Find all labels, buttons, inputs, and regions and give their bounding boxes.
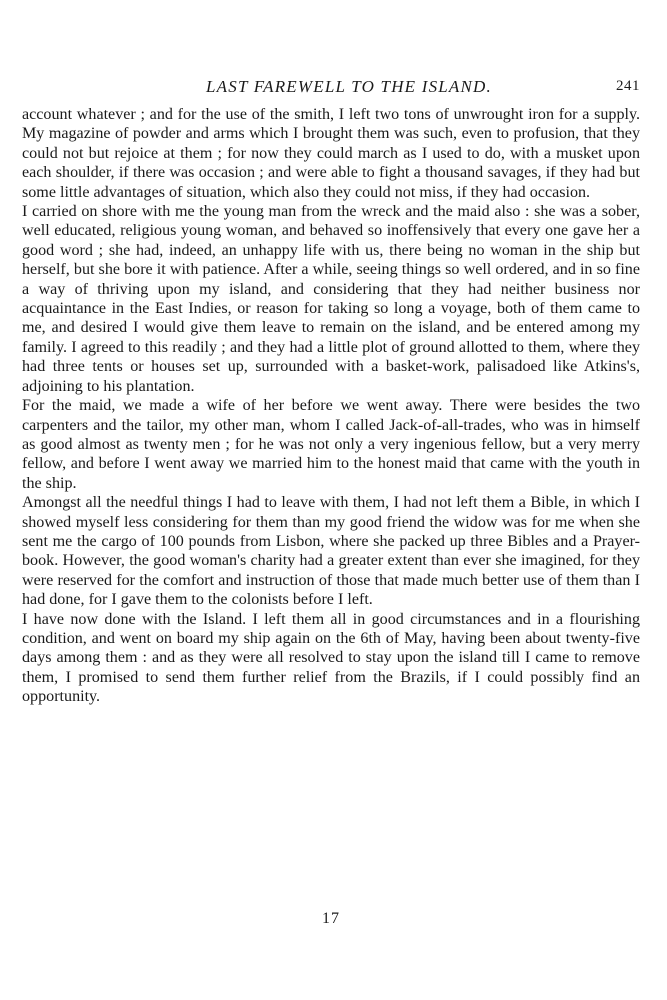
paragraph: For the maid, we made a wife of her before we went away. There were besides the two carpenters and the tailor, my other man, whom I called Jack-of-all-trades, who was in himself as good almost as twenty men ; for he was not only a very ingenious fellow, but a very merry fellow, and before I went away we married him to the honest maid that came with the youth in the ship. [22, 397, 640, 492]
paragraph: account whatever ; and for the use of the smith, I left two tons of unwrought iron for a supply. My magazine of powder and arms which I brought them was such, even to profusion, that they could not but rejoice at them ; for now they could march as I used to do, with a musket upon each shoulder, if there was occasion ; and were able to fight a thousand savages, if they had but some little advantages of situation, which also they could not miss, if they had occasion. [22, 106, 640, 201]
signature-mark: 17 [322, 910, 340, 927]
book-page [22, 0, 640, 1000]
paragraph: I carried on shore with me the young man from the wreck and the maid also : she was a sober, well educated, religious young woman, and behaved so inoffensively that every one gave her a good word ; she had, indeed, an unhappy life with us, there being no woman in the ship but herself, but she bore it with patience. After a while, seeing things so well ordered, and in so fine a way of thriving upon my island, and considering that they had neither business nor acquaintance in the East Indies, or reason for taking so long a voyage, both of them came to me, and desired I would give them leave to remain on the island, and be entered among my family. I agreed to this readily ; and they had a little plot of ground allotted to them, where they had three tents or houses set up, surrounded with a basket-work, palisadoed like Atkins's, adjoining to his plantation. [22, 203, 640, 395]
page-number: 241 [616, 78, 640, 94]
running-title: LAST FAREWELL TO THE ISLAND. [206, 77, 492, 96]
body-text [22, 105, 640, 707]
paragraph: Amongst all the needful things I had to leave with them, I had not left them a Bible, in which I showed myself less considering for them than my good friend the widow was for me when she sent me the cargo of 100 pounds from Lisbon, where she packed up three Bibles and a Prayer-book. However, the good woman's charity had a greater extent than ever she imagined, for they were reserved for the comfort and instruction of those that made much better use of them than I had done, for I gave them to the colonists before I left. [22, 494, 640, 609]
paragraph: I have now done with the Island. I left them all in good circumstances and in a flourishing condition, and went on board my ship again on the 6th of May, having been about twenty-five days among them : and as they were all resolved to stay upon the island till I came to remove them, I promised to send them further relief from the Brazils, if I could possibly find an opportunity. [22, 610, 640, 706]
running-head [22, 0, 640, 100]
